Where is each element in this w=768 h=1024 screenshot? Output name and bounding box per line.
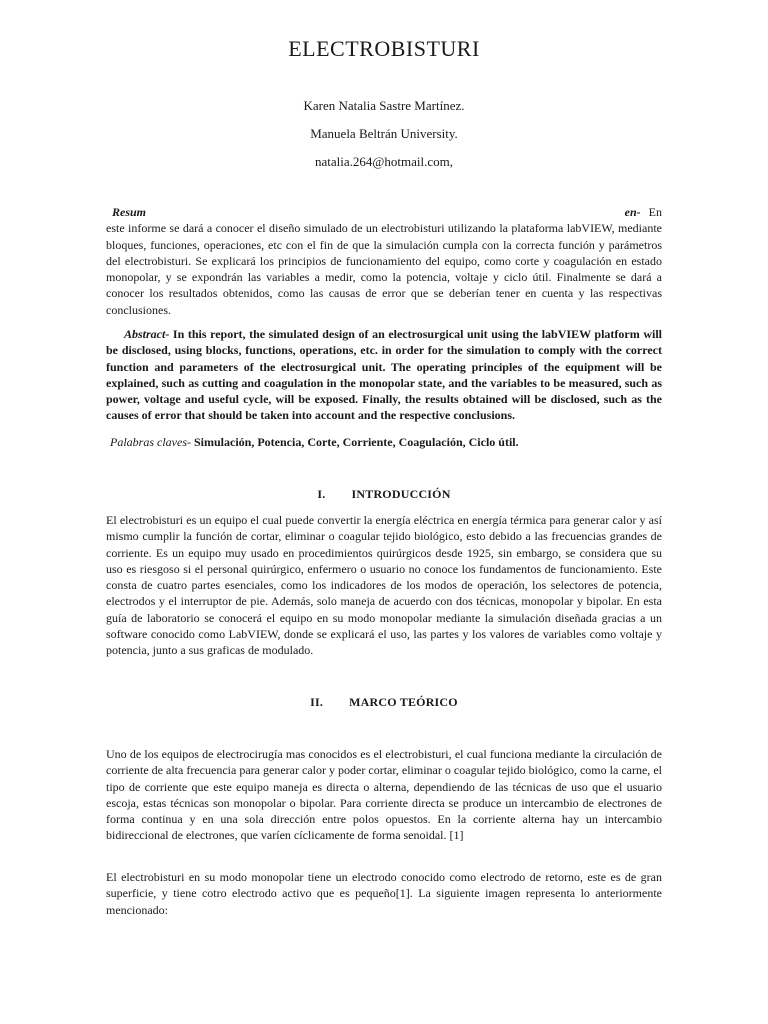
abstract-body: In this report, the simulated design of an electrosurgical unit using the labVIEW platform will be disclosed, using blocks, functions, operations, etc. in order for the simulation to comply with the correct function and parameters of the electrosurgical unit. The operating principles of the equipment will be explained, such as cutting and coagulation in the monopolar state, and the variables to be measured, such as power, voltage and useful cycle, will be exposed. Finally, the results obtained will be disclosed, such as the causes of error that should be taken into account and the respective conclusions. — [106, 327, 662, 423]
keywords-block — [106, 434, 666, 450]
abstract-label: Abstract- — [124, 327, 170, 341]
section-title: INTRODUCCIÓN — [351, 487, 451, 501]
resumen-label-right: en- — [624, 205, 641, 219]
author-name: Karen Natalia Sastre Martínez. — [303, 98, 465, 113]
resumen-label-right-group — [625, 204, 662, 220]
introduccion-paragraph: El electrobisturi es un equipo el cual puede convertir la energía eléctrica en energía térmica para generar calor y así mismo cumplir la función de cortar, eliminar o coagular tejido biológico, esto debido a las frecuencias grandes de corriente. Es un equipo muy usado en procedimientos quirúrgicos desde 1925, sin embargo, se considera que su uso es riesgoso si el personal quirúrgico, enfermero o usuario no conoce los fundamentos de funcionamiento. Este consta de cuatro partes esenciales, como los indicadores de los modos de operación, los selectores de potencia, electrodos y el interruptor de pie. Además, solo maneja de acuerdo con dos técnicas, monopolar y bipolar. En esta guía de laboratorio se conocerá el equipo en su modo monopolar mediante la simulación diseñada gracias a un software conocido como LabVIEW, donde se explicará el uso, las partes y los valores de variables como voltaje y potencia, junto a sus graficas de modulado. — [106, 513, 662, 658]
section-title: MARCO TEÓRICO — [349, 695, 458, 709]
keywords-label: Palabras claves- — [110, 435, 191, 449]
keywords-body: Simulación, Potencia, Corte, Corriente, Coagulación, Ciclo útil. — [190, 435, 519, 449]
resumen-block — [106, 204, 662, 318]
section-heading-marco-teorico — [0, 695, 768, 710]
section-number: II. — [310, 695, 324, 709]
paper-title: ELECTROBISTURI — [288, 36, 480, 61]
marco-teorico-paragraph-2: El electrobisturi en su modo monopolar tiene un electrodo conocido como electrodo de retorno, este es de gran superficie, y tiene cotro electrodo activo que es pequeño[1]. La siguiente imagen representa lo anteriormente mencionado: — [106, 870, 662, 917]
author-affiliation: Manuela Beltrán University. — [310, 126, 458, 141]
section-heading-introduccion — [0, 487, 768, 502]
marco-teorico-paragraph-1: Uno de los equipos de electrocirugía mas conocidos es el electrobisturi, el cual funciona mediante la circulación de corriente de alta frecuencia para generar calor y poder cortar, eliminar o coagular tejido biológico, como la carne, el tipo de corriente que este equipo maneja es directa o alterna, dependiendo de las técnicas de uso que el usuario escoja, estas técnicas son monopolar o bipolar. Para corriente directa se produce un intercambio de electrones de forma continua y en una sola dirección entre polos opuestos. En la corriente alterna hay un intercambio bidireccional de electrones, que varíen cíclicamente de forma senoidal. [1] — [106, 747, 662, 843]
abstract-block — [106, 326, 662, 424]
resumen-heading — [106, 204, 662, 220]
resumen-first-word: En — [648, 205, 662, 219]
resumen-body: este informe se dará a conocer el diseño simulado de un electrobisturi utilizando la plataforma labVIEW, mediante bloques, funciones, operaciones, etc con el fin de que la simulación cumpla con la correcta función y parámetros del electrobisturi. Se explicará los principios de funcionamiento del equipo, como corte y coagulación en estado monopolar, y se expondrán las variables a medir, como la potencia, voltaje y ciclo útil. Finalmente se dará a conocer los resultados obtenidos, como las causas de error que se deberían tener en cuenta y las respectivas conclusiones. — [106, 221, 662, 317]
section-number: I. — [317, 487, 326, 501]
resumen-label-left: Resum — [112, 205, 147, 219]
author-email: natalia.264@hotmail.com, — [315, 154, 453, 169]
